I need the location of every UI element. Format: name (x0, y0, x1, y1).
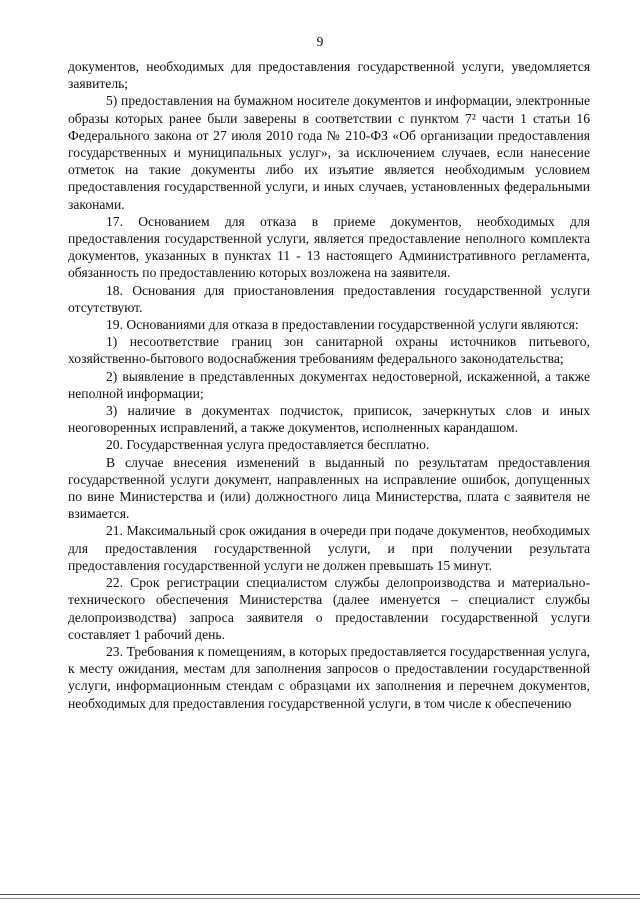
paragraph-17: 17. Основанием для отказа в приеме документов, необходимых для предоставления государственной услуги, является предоставление неполного комплекта документов, указанных в пунктах 11 - 13 настоящего Административного регламента, обязанность по предоставлению которых возложена на заявителя. (68, 213, 590, 281)
paragraph-item-5: 5) предоставления на бумажном носителе документов и информации, электронные образы которых ранее были заверены в соответствии с пунктом 7² части 1 статьи 16 Федерального закона от 27 июля 2010 года № 210-ФЗ «Об организации предоставления государственных и муниципальных услуг», за исключением случаев, если нанесение отметок на такие документы либо их изъятие является необходимым условием предоставления государственной услуги, и иных случаев, установленных федеральными законами. (68, 93, 590, 212)
paragraph-21: 21. Максимальный срок ожидания в очереди при подаче документов, необходимых для предоставления государственной услуги, и при получении результата предоставления государственной услуги не должен превышать 15 минут. (68, 523, 590, 573)
page-number: 9 (316, 34, 324, 49)
paragraph-19: 19. Основаниями для отказа в предоставлении государственной услуги являются: (106, 317, 579, 333)
paragraph-19-item-1: 1) несоответствие границ зон санитарной охраны источников питьевого, хозяйственно-бытового водоснабжения требованиям федерального законодательства; (68, 334, 590, 367)
paragraph-19-item-3: 3) наличие в документах подчисток, приписок, зачеркнутых слов и иных неоговоренных исправлений, а также документов, исполненных карандашом. (68, 403, 590, 436)
paragraph-19-item-2: 2) выявление в представленных документах недостоверной, искаженной, а также неполной информации; (68, 368, 590, 401)
paragraph-20-note: В случае внесения изменений в выданный по результатам предоставления государственной услуги документ, направленных на исправление ошибок, допущенных по вине Министерства и (или) должностного лица Министерства, плата с заявителя не взимается. (68, 454, 590, 522)
paragraph-23: 23. Требования к помещениям, в которых предоставляется государственная услуга, к месту ожидания, местам для заполнения запросов о предоставлении государственной услуги, информационным стендам с образцами их заполнения и перечнем документов, необходимых для предоставления государственной услуги, в том числе к обеспечению (68, 643, 590, 711)
scan-edge-line-secondary (0, 898, 640, 899)
paragraph-18: 18. Основания для приостановления предоставления государственной услуги отсутствуют. (68, 282, 590, 315)
paragraph-20: 20. Государственная услуга предоставляется бесплатно. (106, 437, 430, 453)
paragraph-continuation: документов, необходимых для предоставления государственной услуги, уведомляется заявитель; (68, 59, 590, 92)
paragraph-22: 22. Срок регистрации специалистом службы делопроизводства и материально-технического обеспечения Министерства (далее именуется – специалист службы делопроизводства) запроса заявителя о предоставлении государственной услуги составляет 1 рабочий день. (68, 575, 590, 642)
scan-edge-line (0, 894, 640, 895)
document-body (68, 58, 590, 712)
